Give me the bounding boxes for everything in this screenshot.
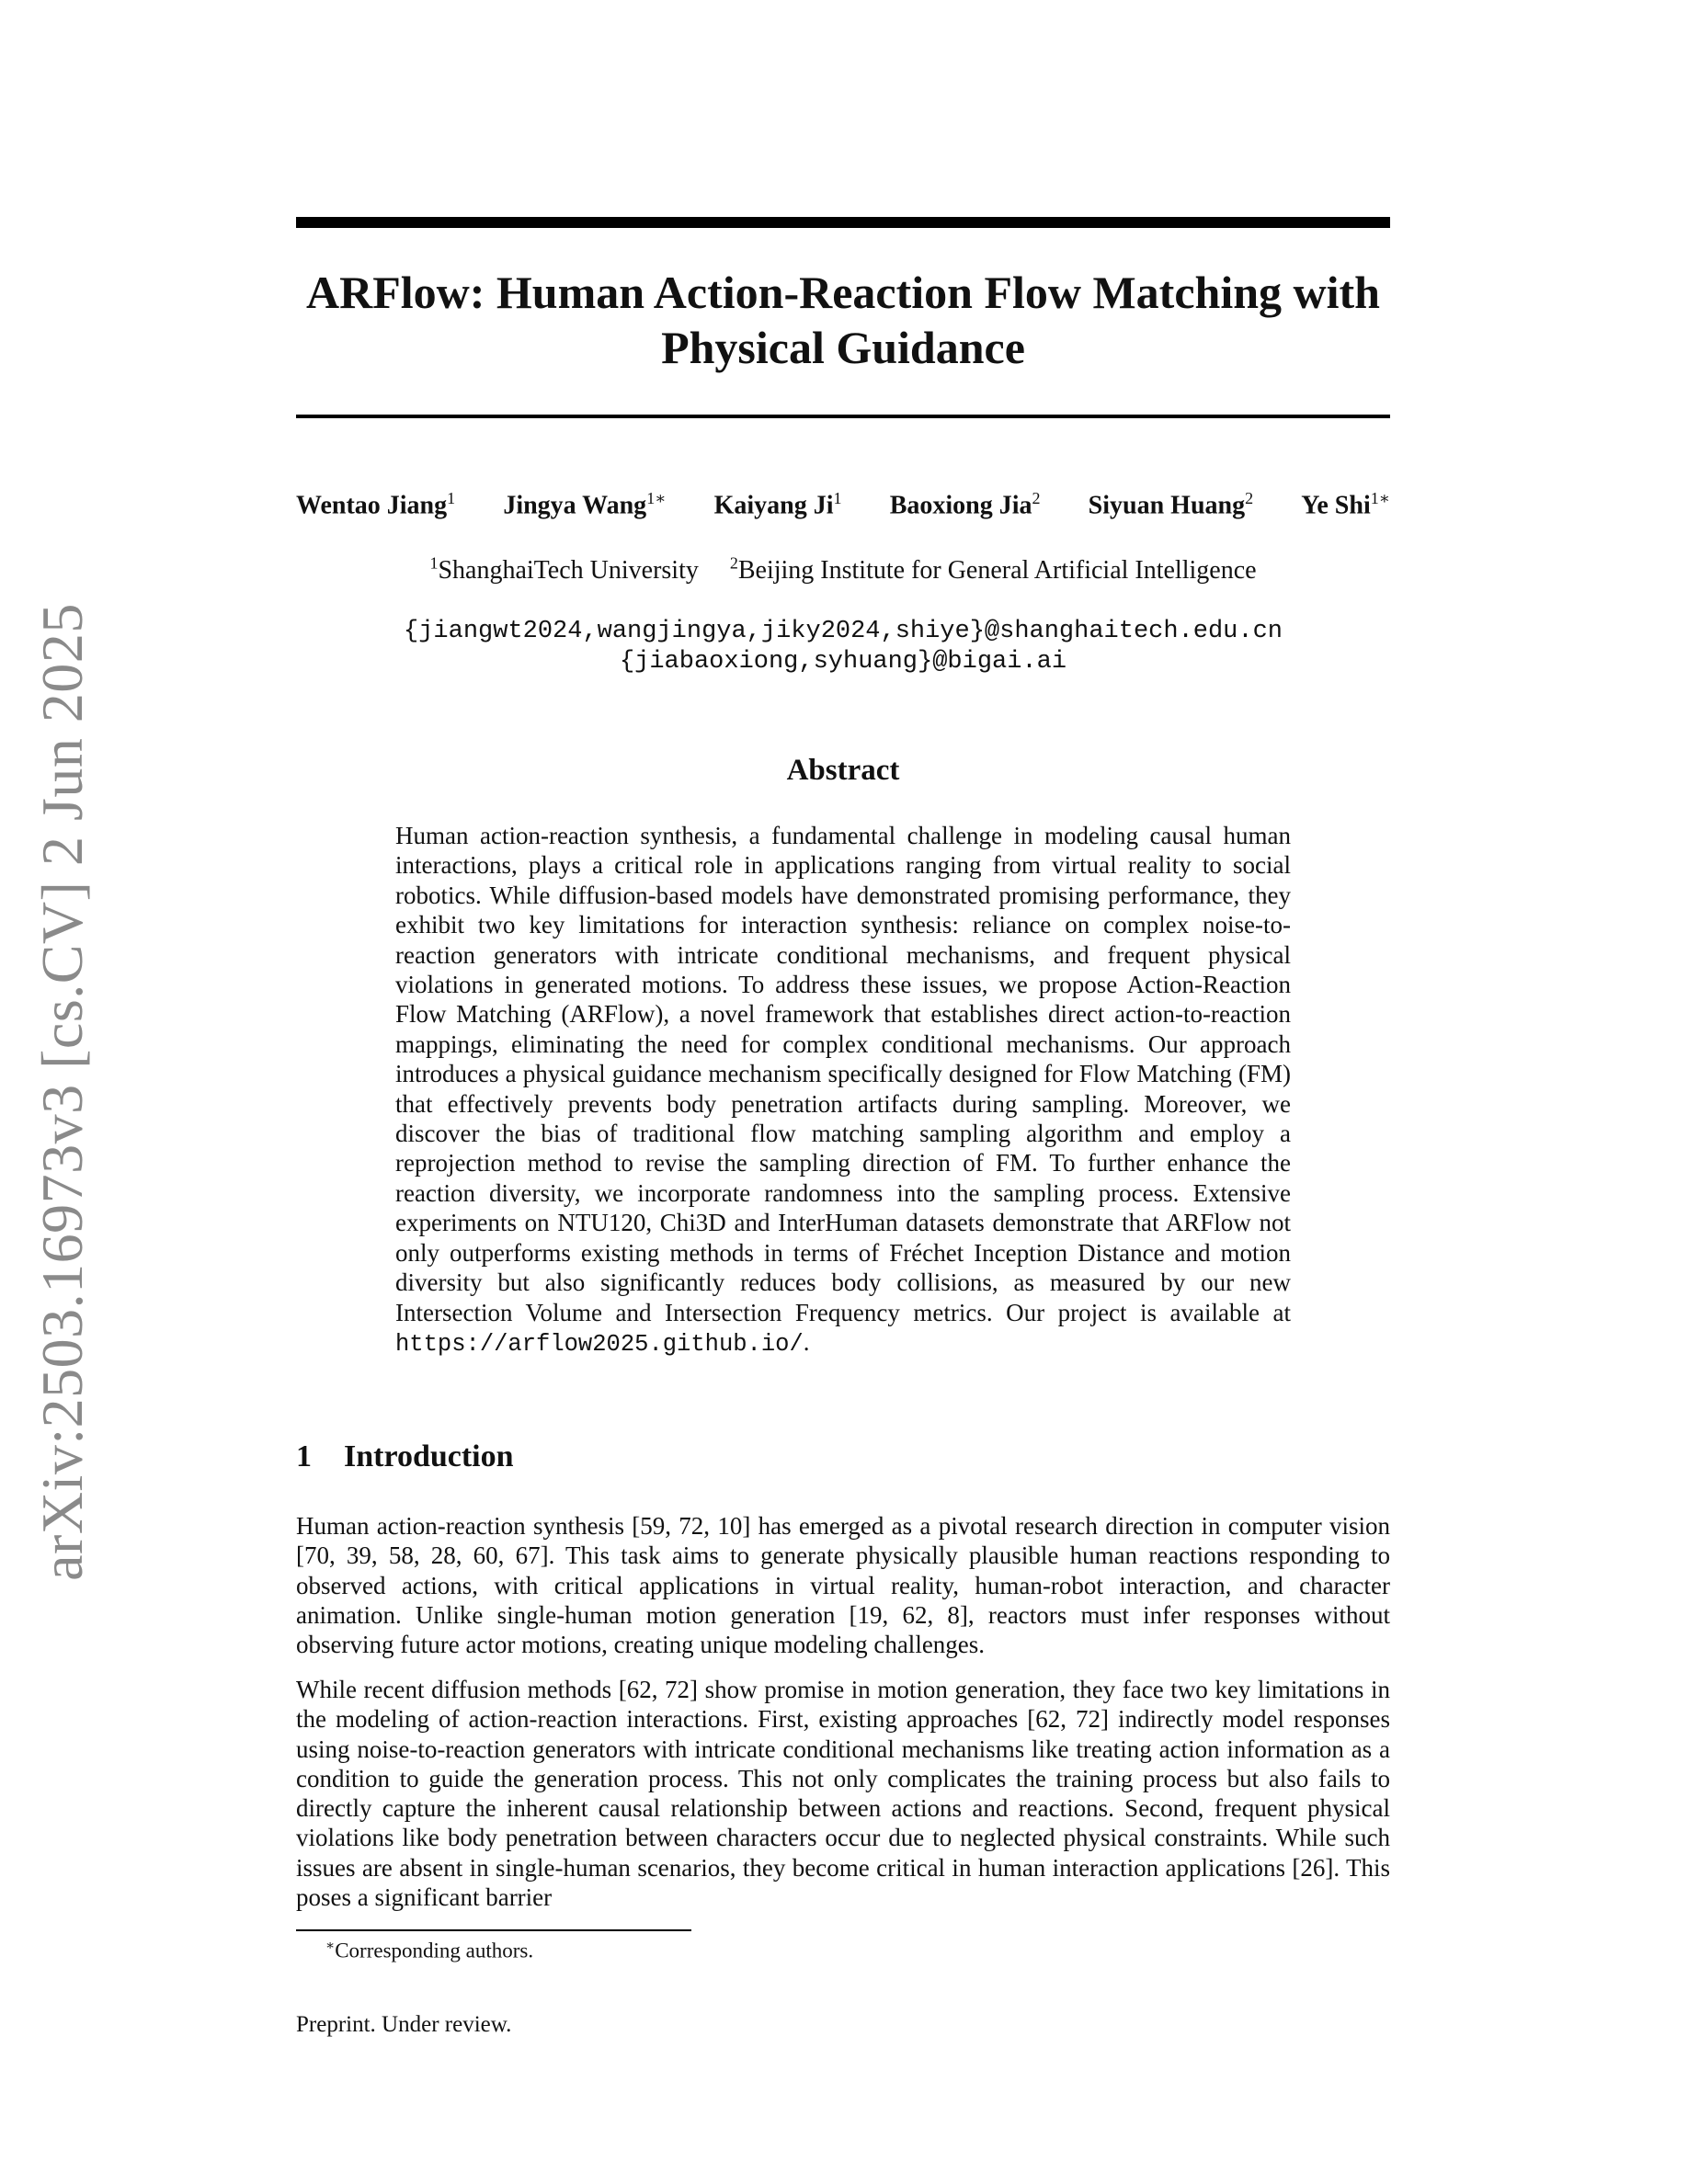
abstract-body bbox=[395, 821, 1291, 1359]
email-line: {jiangwt2024,wangjingya,jiky2024,shiye}@shanghaitech.edu.cn bbox=[404, 618, 1283, 645]
section-heading-introduction bbox=[296, 1439, 514, 1474]
title-bottom-rule bbox=[296, 415, 1390, 418]
intro-paragraph: Human action-reaction synthesis [59, 72, 10] has emerged as a pivotal research direction in computer vision [70, 39, 58, 28, 60, 67]. This task aims to generate physically plausible human reactions responding to observed actions, with critical applications in virtual reality, human-robot interaction, and character animation. Unlike single-human motion generation [19, 62, 8], reactors must infer responses without observing future actor motions, creating unique modeling challenges. bbox=[296, 1512, 1390, 1659]
author: Ye Shi$^{1∗}$ bbox=[1301, 489, 1390, 520]
footnote-rule bbox=[296, 1929, 691, 1931]
abstract-end: . bbox=[803, 1327, 810, 1356]
affiliation: $^2$Beijing Institute for General Artificial Intelligence bbox=[729, 554, 1257, 586]
author: Siyuan Huang$^2$ bbox=[1088, 489, 1254, 520]
preprint-note: Preprint. Under review. bbox=[296, 2012, 512, 2037]
affiliation-list bbox=[296, 554, 1390, 586]
intro-paragraph: While recent diffusion methods [62, 72] show promise in motion generation, they face two key limitations in the modeling of action-reaction interactions. First, existing approaches [62, 72] indirectly model responses using noise-to-reaction generators with intricate conditional mechanisms like treating action information as a condition to guide the generation process. This not only complicates the training process but also fails to directly capture the inherent causal relationship between actions and reactions. Second, frequent physical violations like body penetration between characters occur due to neglected physical constraints. While such issues are absent in single-human scenarios, they become critical in human interaction applications [26]. This poses a significant barrier bbox=[296, 1676, 1390, 1912]
abstract-heading: Abstract bbox=[786, 754, 900, 787]
footnote-text: Corresponding authors. bbox=[335, 1939, 534, 1962]
author: Wentao Jiang$^1$ bbox=[296, 489, 456, 520]
paper-title: ARFlow: Human Action-Reaction Flow Matching with Physical Guidance bbox=[306, 267, 1380, 373]
affiliation: $^1$ShanghaiTech University bbox=[429, 554, 699, 586]
author: Kaiyang Ji$^1$ bbox=[713, 489, 842, 520]
email-line: {jiabaoxiong,syhuang}@bigai.ai bbox=[619, 648, 1067, 676]
section-title: Introduction bbox=[344, 1439, 514, 1473]
arxiv-identifier-stamp: arXiv:2503.16973v3 [cs.CV] 2 Jun 2025 bbox=[29, 603, 95, 1581]
title-top-rule bbox=[296, 217, 1390, 228]
author: Jingya Wang$^{1∗}$ bbox=[503, 489, 667, 520]
email-block bbox=[296, 617, 1390, 677]
abstract-text: Human action-reaction synthesis, a fundamental challenge in modeling causal human interactions, plays a critical role in applications ranging from virtual reality to social robotics. While diffusion-based models have demonstrated promising performance, they exhibit two key limitations for interaction synthesis: reliance on complex noise-to-reaction generators with intricate conditional mechanisms, and frequent physical violations in generated motions. To address these issues, we propose Action-Reaction Flow Matching (ARFlow), a novel framework that establishes direct action-to-reaction mappings, eliminating the need for complex conditional mechanisms. Our approach introduces a physical guidance mechanism specifically designed for Flow Matching (FM) that effectively prevents body penetration artifacts during sampling. Moreover, we discover the bias of traditional flow matching sampling algorithm and employ a reprojection method to revise the sampling direction of FM. To further enhance the reaction diversity, we incorporate randomness into the sampling process. Extensive experiments on NTU120, Chi3D and InterHuman datasets demonstrate that ARFlow not only outperforms existing methods in terms of Fréchet Inception Distance and motion diversity but also significantly reduces body collisions, as measured by our new Intersection Volume and Intersection Frequency metrics. Our project is available at bbox=[395, 822, 1291, 1326]
footnote bbox=[325, 1937, 533, 1963]
author: Baoxiong Jia$^2$ bbox=[889, 489, 1041, 520]
footnote-mark: ∗ bbox=[325, 1939, 336, 1953]
author-list bbox=[296, 489, 1390, 520]
project-link[interactable]: https://arflow2025.github.io/ bbox=[395, 1330, 804, 1358]
section-number: 1 bbox=[296, 1439, 312, 1473]
